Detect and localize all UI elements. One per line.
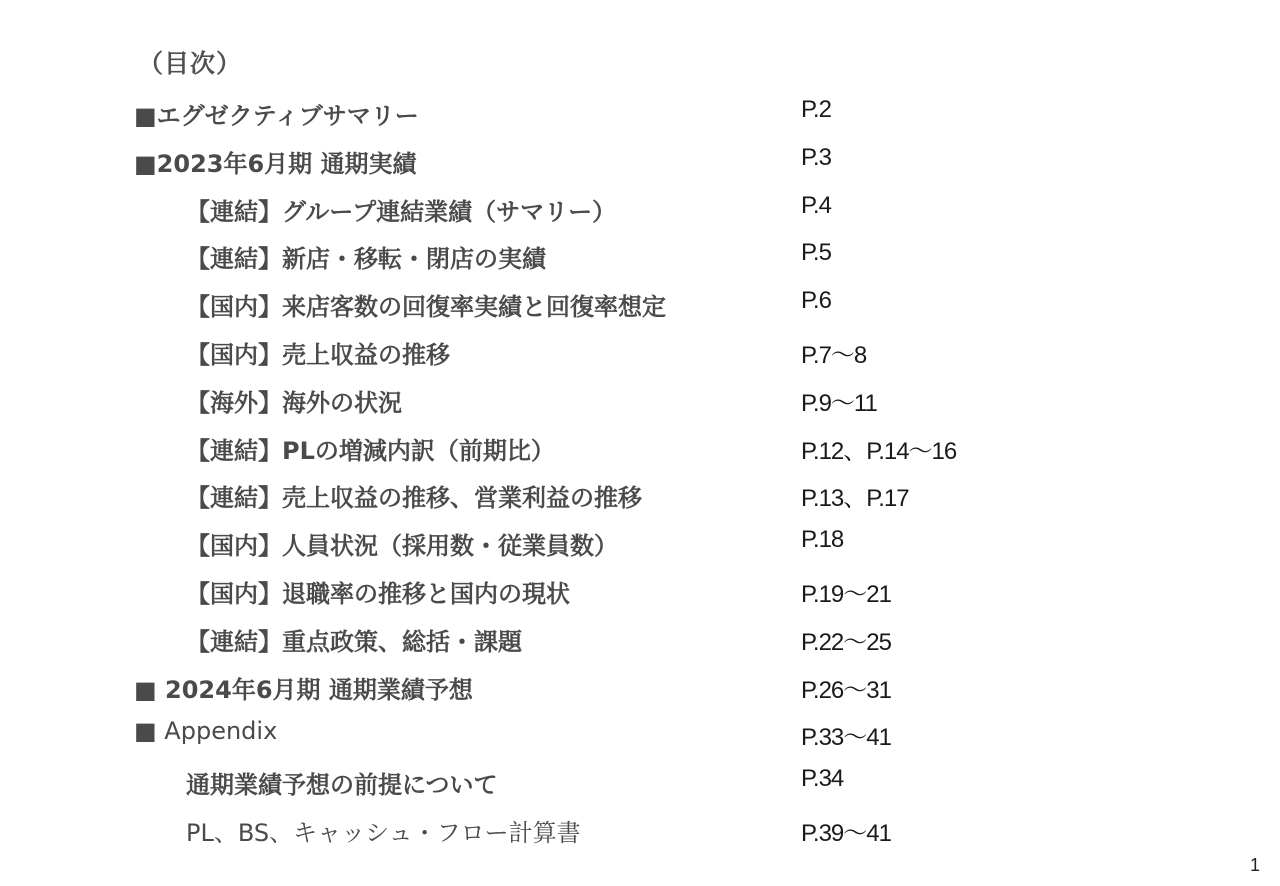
toc-entry-label: PL、BS、キャッシュ・フロー計算書: [186, 818, 581, 847]
toc-entry-page: P.6: [801, 287, 831, 315]
toc-entry-page: P.22〜25: [801, 628, 891, 656]
toc-entry-page: P.12、P.14〜16: [801, 437, 957, 465]
toc-entry-page: P.9〜11: [801, 389, 877, 417]
toc-entry-key-policies[interactable]: [0, 613, 1280, 661]
toc-entry-page: P.2: [801, 96, 831, 123]
toc-entry-executive-summary[interactable]: [0, 87, 1280, 135]
toc-entry-page: P.18: [801, 526, 844, 554]
toc-entry-domestic-revenue[interactable]: [0, 326, 1280, 374]
toc-entry-label: 【連結】グループ連結業績（サマリー）: [186, 197, 617, 226]
toc-entry-label: ■ Appendix: [134, 717, 278, 746]
toc-entry-overseas-status[interactable]: [0, 374, 1280, 422]
toc-entry-turnover[interactable]: [0, 565, 1280, 613]
toc-entry-consolidated-summary[interactable]: [0, 183, 1280, 231]
toc-entry-label: 【国内】来店客数の回復率実績と回復率想定: [186, 293, 666, 322]
toc-entry-label: 【連結】PLの増減内訳（前期比）: [186, 436, 555, 465]
toc-entry-page: P.19〜21: [801, 580, 891, 608]
toc-entry-pl-breakdown[interactable]: [0, 422, 1280, 470]
toc-entry-label: 通期業績予想の前提について: [186, 771, 498, 800]
toc-entry-label: 【連結】売上収益の推移、営業利益の推移: [186, 484, 642, 513]
toc-entry-label: 【国内】売上収益の推移: [186, 340, 450, 369]
toc-entry-label: 【国内】人員状況（採用数・従業員数）: [186, 532, 618, 561]
toc-entry-fy2023-results[interactable]: [0, 135, 1280, 183]
toc-entry-page: P.33〜41: [801, 724, 891, 752]
toc-heading: （目次）: [138, 49, 243, 78]
toc-entry-staffing[interactable]: [0, 517, 1280, 565]
page-number: 1: [1249, 855, 1260, 875]
toc-entry-label: ■2023年6月期 通期実績: [134, 149, 417, 178]
toc-entry-label: 【連結】新店・移転・閉店の実績: [186, 245, 546, 274]
toc-entry-customer-recovery[interactable]: [0, 278, 1280, 326]
toc-entry-revenue-profit-trend[interactable]: [0, 469, 1280, 517]
toc-entry-label: 【連結】重点政策、総括・課題: [186, 627, 522, 656]
toc-entry-appendix[interactable]: [0, 708, 1280, 756]
toc-entry-page: P.13、P.17: [801, 485, 909, 513]
toc-entry-page: P.7〜8: [801, 341, 867, 369]
toc-entry-label: 【国内】退職率の推移と国内の現状: [186, 579, 570, 608]
toc-entry-financial-statements[interactable]: [0, 804, 1280, 852]
toc-entry-page: P.3: [801, 143, 831, 171]
toc-entry-label: ■ 2024年6月期 通期業績予想: [134, 675, 473, 704]
toc-entry-store-openings[interactable]: [0, 230, 1280, 278]
toc-entry-forecast-assumptions[interactable]: [0, 756, 1280, 804]
toc-entry-page: P.4: [801, 191, 831, 219]
toc-entry-page: P.5: [801, 239, 831, 267]
table-of-contents: [0, 87, 1280, 852]
toc-entry-page: P.34: [801, 765, 844, 793]
toc-entry-fy2024-forecast[interactable]: [0, 661, 1280, 709]
toc-entry-page: P.39〜41: [801, 819, 891, 847]
toc-entry-page: P.26〜31: [801, 676, 891, 704]
toc-entry-label: 【海外】海外の状況: [186, 388, 402, 417]
toc-entry-label: ■エグゼクティブサマリー: [134, 102, 419, 130]
